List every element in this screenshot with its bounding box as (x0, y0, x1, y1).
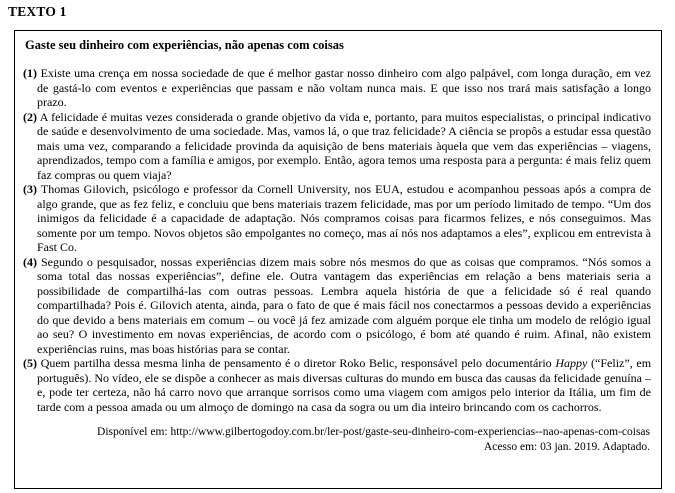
article-title: Gaste seu dinheiro com experiências, não apenas com coisas (25, 38, 344, 52)
paragraph-5-marker: (5) (23, 356, 37, 370)
article-body (23, 66, 651, 414)
paragraph-4 (23, 255, 651, 357)
paragraph-2 (23, 110, 651, 183)
paragraph-1 (23, 66, 651, 110)
paragraph-4-text: Segundo o pesquisador, nossas experiências dizem mais sobre nós mesmos do que as coisas que compramos. “Nós somos a soma total das nossas experiências”, define ele. Outra vantagem das experiências em relação a bens materiais seria a possibilidade de compartilhá-las com outras pessoas. Lembra aquela história de que a felicidade só é real quando compartilhada? Pois é. Gilovich atenta, ainda, para o fato de que é mais fácil nos conectarmos a pessoas devido a experiências do que devido a bens materiais em comum – ou você já fez amizade com alguém porque ele tinha um modelo de relógio igual ao seu? O investimento em novas experiências, de acordo com o psicólogo, é bom até quando é ruim. Afinal, não existem experiências ruins, mas boas histórias para se contar. (37, 254, 652, 356)
paragraph-1-text: Existe uma crença em nossa sociedade de que é melhor gastar nosso dinheiro com algo palpável, com longa duração, em vez de gastá-lo com eventos e experiências que passam e não voltam nunca mais. E que isso nos trará mais satisfação a longo prazo. (37, 66, 652, 109)
paragraph-5-text-after: (“Feliz”, em português). No vídeo, ele se dispõe a conhecer as mais diversas culturas do mundo em busca das causas da felicidade genuína – e, pode ter certeza, não há carro novo que arranque sorrisos como uma viagem com amigos pelo interior da Itália, um fim de tarde com a pessoa amada ou um almoço de domingo na casa da sogra ou um dia inteiro brincando com os cachorros. (37, 356, 652, 414)
source-citation (23, 425, 651, 454)
documentary-title: Happy (555, 356, 588, 370)
source-access-line: Acesso em: 03 jan. 2019. Adaptado. (483, 440, 650, 453)
paragraph-5-text-before: Quem partilha dessa mesma linha de pensamento é o diretor Roko Belic, responsável pelo documentário (40, 356, 552, 370)
paragraph-5 (23, 356, 651, 414)
paragraph-3-marker: (3) (23, 182, 37, 196)
paragraph-1-marker: (1) (23, 66, 37, 80)
paragraph-3-text: Thomas Gilovich, psicólogo e professor da Cornell University, nos EUA, estudou e acompanhou pessoas após a compra de algo grande, que as fez feliz, e concluiu que bens materiais trazem felicidade, mas por um período limitado de tempo. “Um dos inimigos da felicidade é a capacidade de adaptação. Nós compramos coisas para ficarmos felizes, e nós conseguimos. Mas somente por um tempo. Novos objetos são empolgantes no começo, mas aí nós nos adaptamos a eles”, explicou em entrevista à Fast Co. (37, 182, 651, 254)
paragraph-3 (23, 182, 651, 255)
text-section-label: TEXTO 1 (8, 4, 67, 19)
paragraph-2-marker: (2) (23, 109, 37, 124)
source-url-line: Disponível em: http://www.gilbertogodoy.com.br/ler-post/gaste-seu-dinheiro-com-experiencias--nao-apenas-com-coisas (97, 426, 650, 438)
paragraph-2-text: A felicidade é muitas vezes considerada o grande objetivo da vida e, portanto, para muitos especialistas, o principal indicativo de saúde e desenvolvimento de uma sociedade. Mas, vamos lá, o que traz felicidade? A ciência se propôs a estudar essa questão mais uma vez, comparando a felicidade provinda da aquisição de bens materiais àquela que vem das experiências – viagens, aprendizados, tempo com a família e amigos, por exemplo. Então, agora temos uma resposta para a pergunta: é mais feliz quem faz compras ou quem viaja? (37, 109, 651, 182)
paragraph-4-marker: (4) (23, 254, 37, 269)
text-box (14, 30, 662, 489)
